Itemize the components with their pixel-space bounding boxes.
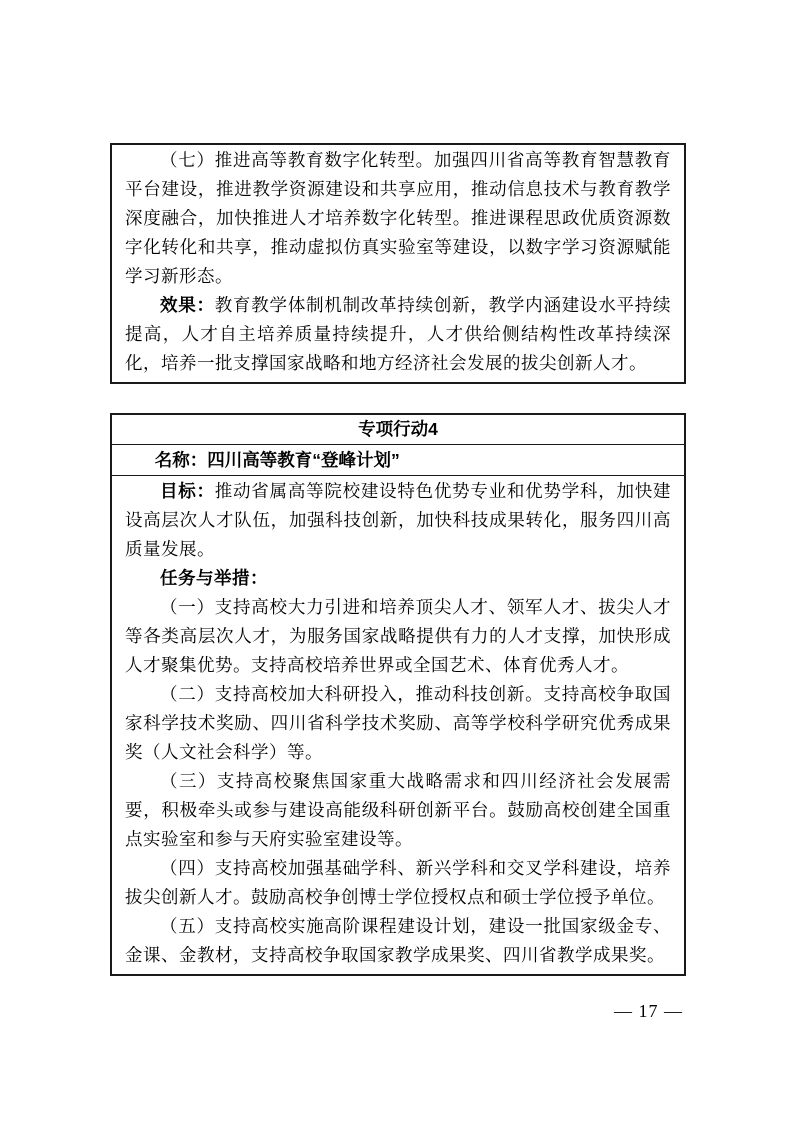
special-action-4-box [110, 413, 686, 976]
task-item-5: （五）支持高校实施高阶课程建设计划，建设一批国家级金专、金课、金教材，支持高校争取国家教学成果奖、四川省教学成果奖。 [125, 916, 671, 965]
task-item-1: （一）支持高校大力引进和培养顶尖人才、领军人才、拔尖人才等各类高层次人才，为服务国家战略提供有力的人才支撑，加快形成人才聚集优势。支持高校培养世界或全国艺术、体育优秀人才。 [125, 597, 671, 675]
goal-label: 目标： [160, 481, 215, 501]
special-action-4-body [112, 476, 684, 974]
task-item-2: （二）支持高校加大科研投入，推动科技创新。支持高校争取国家科学技术奖励、四川省科学技术奖励、高等学校科学研究优秀成果奖（人文社会科学）等。 [125, 684, 671, 762]
section-7-effect-paragraph [125, 291, 671, 378]
section-7-paragraph: （七）推进高等教育数字化转型。加强四川省高等教育智慧教育平台建设，推进教学资源建设和共享应用，推动信息技术与教育教学深度融合，加快推进人才培养数字化转型。推进课程思政优质资源数字化转化和共享，推动虚拟仿真实验室等建设，以数字学习资源赋能学习新形态。 [125, 150, 671, 286]
section-7-box [110, 143, 686, 384]
page-number: — 17 — [614, 1001, 683, 1021]
effect-label: 效果： [160, 295, 215, 315]
special-action-4-name: 名称：四川高等教育“登峰计划” [112, 445, 684, 476]
goal-text: 推动省属高等院校建设特色优势专业和优势学科，加快建设高层次人才队伍，加强科技创新，加快科技成果转化，服务四川高质量发展。 [125, 481, 672, 559]
tasks-label: 任务与举措： [160, 568, 268, 588]
task-item-3: （三）支持高校聚焦国家重大战略需求和四川经济社会发展需要，积极牵头或参与建设高能级科研创新平台。鼓励高校创建全国重点实验室和参与天府实验室建设等。 [125, 771, 671, 849]
effect-text: 教育教学体制机制改革持续创新，教学内涵建设水平持续提高，人才自主培养质量持续提升，人才供给侧结构性改革持续深化，培养一批支撑国家战略和地方经济社会发展的拔尖创新人才。 [125, 295, 672, 373]
special-action-4-title: 专项行动4 [112, 415, 684, 445]
goal-paragraph [125, 477, 671, 564]
task-item-4: （四）支持高校加强基础学科、新兴学科和交叉学科建设，培养拔尖创新人才。鼓励高校争创博士学位授权点和硕士学位授予单位。 [125, 858, 671, 907]
